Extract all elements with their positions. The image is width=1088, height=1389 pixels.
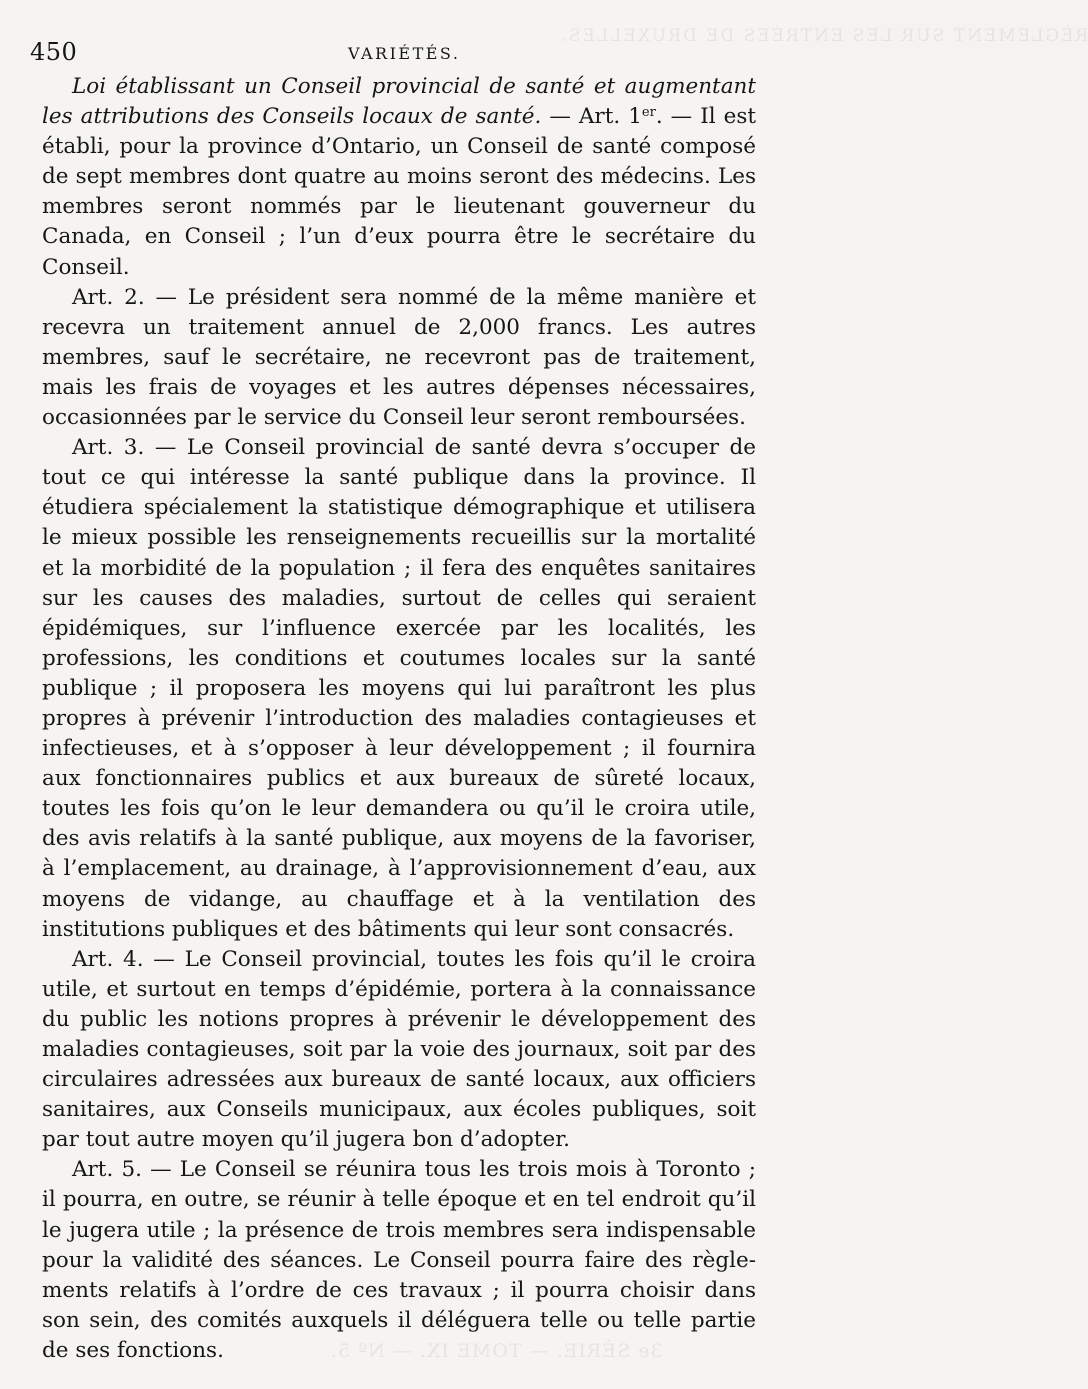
paragraph-article-5: Art. 5. — Le Conseil se réunira tous les trois mois à Toronto ; il pourra, en outre, se réunir à telle époque et en tel endroit qu’il le jugera utile ; la présence de trois membres sera indispensable pour la validité des séances. Le Conseil pourra faire des règlements relatifs à l’ordre de ces travaux ; il pourra choisir dans son sein, des comités auxquels il déléguera telle ou telle partie de ses fonctions.	[42, 1157, 756, 1363]
bleed-through-footer: 3e SÉRIE. — TOME IX. — Nº 5.	[330, 1340, 663, 1362]
paragraph-article-3: Art. 3. — Le Conseil provincial de santé devra s’occuper de tout ce qui intéresse la santé publique dans la province. Il étudiera spécialement la statistique démographique et utilisera le mieux possible les renseignements recueillis sur la mortalité et la morbidité de la population ; il fera des enquêtes sanitaires sur les causes des maladies, surtout de celles qui seraient épidémiques, sur l’influence exercée par les localités, les professions, les conditions et coutumes locales sur la santé publique ; il proposera les moyens qui lui paraîtront les plus propres à prévenir l’introduction des maladies contagieuses et infectieuses, et à s’opposer à leur développement ; il fournira aux fonctionnaires publics et aux bureaux de sûreté locaux, toutes les fois qu’on le leur demandera ou qu’il le croira utile, des avis relatifs à la santé publique, aux moyens de la favoriser, à l’emplacement, au drainage, à l’approvisionnement d’eau, aux moyens de vidange, au chauffage et à la ventilation des institutions publiques et des bâtiments qui leur sont consacrés.	[42, 435, 756, 942]
bleed-through-heading: RÈGLEMENT SUR LES ENTRÉES DE DRUXELLES.	[560, 26, 1088, 46]
running-head: VARIÉTÉS.	[348, 44, 461, 63]
article-1-text: . — Il est établi, pour la province d’Ontario, un Conseil de santé composé de sept membres dont quatre au moins seront des médecins. Les membres seront nommés par le lieutenant gouverneur du Canada, en Conseil ; l’un d’eux pourra être le secrétaire du Conseil.	[42, 104, 756, 280]
paragraph-article-2: Art. 2. — Le président sera nommé de la même manière et recevra un traitement annuel de 2,000 francs. Les autres membres, sauf le secrétaire, ne recevront pas de traitement, mais les frais de voyages et les autres dépenses nécessaires, occasionnées par le service du Conseil leur seront remboursées.	[42, 284, 756, 431]
article-1-superscript: er	[641, 105, 656, 121]
page-header	[30, 38, 770, 68]
article-1-label: — Art. 1	[541, 104, 642, 130]
article-text	[42, 72, 756, 1366]
paragraph-article-4: Art. 4. — Le Conseil provincial, toutes les fois qu’il le croira utile, et surtout en temps d’épidémie, portera à la connaissance du public les notions propres à prévenir le développement des maladies contagieuses, soit par la voie des journaux, soit par des circulaires adressées aux bureaux de santé locaux, aux officiers sanitaires, aux Conseils municipaux, aux écoles publiques, soit par tout autre moyen qu’il jugera bon d’adopter.	[42, 946, 756, 1153]
page-number: 450	[30, 38, 78, 66]
paragraph-article-1	[42, 72, 756, 283]
law-title: Loi établissant un Conseil provincial de santé et augmentant les attributions des Conseils locaux de santé.	[42, 74, 756, 130]
